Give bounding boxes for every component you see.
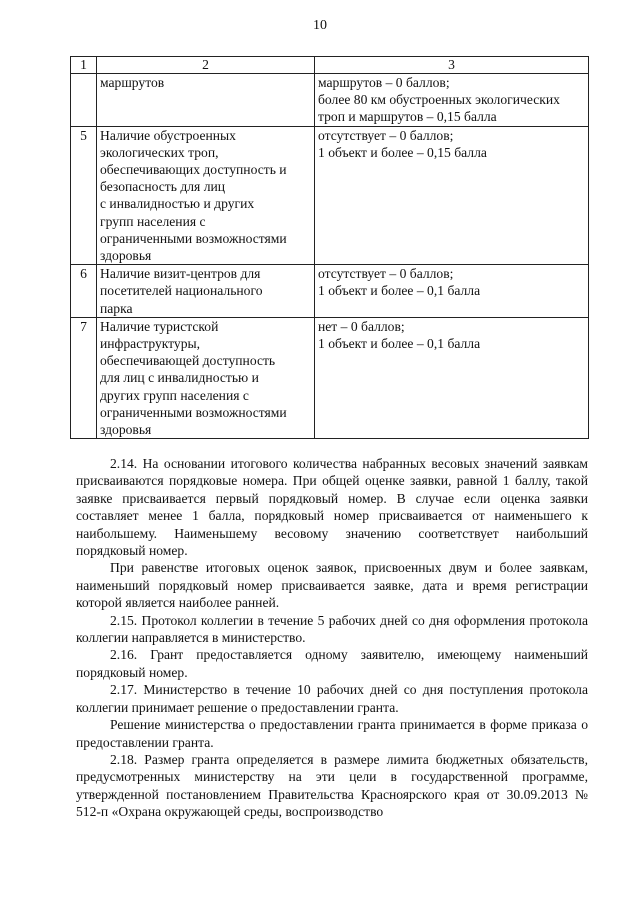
criterion-line: здоровья	[100, 248, 152, 264]
criterion-cell	[97, 317, 315, 438]
criterion-line: для лиц с инвалидностью и	[100, 370, 259, 386]
score-cell	[315, 265, 589, 318]
criterion-line: групп населения с	[100, 213, 206, 229]
score-cell	[315, 74, 589, 127]
table-row	[71, 317, 589, 438]
criterion-cell	[97, 126, 315, 265]
criterion-line: обеспечивающей доступность	[100, 353, 276, 369]
criteria-table	[70, 56, 589, 439]
criterion-line: Наличие визит-центров для	[100, 266, 261, 282]
table-row	[71, 74, 589, 127]
criterion-line: маршрутов	[100, 75, 165, 90]
score-line: 1 объект и более – 0,15 балла	[318, 144, 487, 160]
header-col-2: 2	[97, 57, 315, 74]
criterion-cell	[97, 265, 315, 318]
header-col-3: 3	[315, 57, 589, 74]
row-number: 6	[71, 265, 97, 318]
table-row	[71, 126, 589, 265]
criterion-line: безопасность для лиц	[100, 179, 226, 195]
criterion-line: инфраструктуры,	[100, 336, 201, 352]
score-line: отсутствует – 0 баллов;	[318, 266, 454, 282]
table-header-row	[71, 57, 589, 74]
document-body	[76, 455, 588, 821]
criterion-line: с инвалидностью и других	[100, 196, 255, 212]
score-cell	[315, 126, 589, 265]
paragraph-2-18: 2.18. Размер гранта определяется в размере лимита бюджетных обязательств, предусмотренных министерству на эти цели в государственной программе, утвержденной постановлением Правительства Красноярского края от 30.09.2013 № 512-п «Охрана окружающей среды, воспроизводство	[76, 751, 588, 820]
criterion-line: посетителей национального	[100, 283, 263, 299]
score-line: 1 объект и более – 0,1 балла	[318, 336, 481, 352]
score-line: маршрутов – 0 баллов;	[318, 75, 450, 90]
criterion-cell	[97, 74, 315, 127]
score-line: 1 объект и более – 0,1 балла	[318, 283, 481, 299]
row-number	[71, 74, 97, 127]
page-number: 10	[313, 18, 327, 33]
criterion-line: Наличие обустроенных	[100, 127, 236, 143]
criterion-line: ограниченными возможностями	[100, 230, 287, 246]
paragraph-decision-form: Решение министерства о предоставлении гранта принимается в форме приказа о предоставлении гранта.	[76, 717, 588, 750]
row-number: 5	[71, 126, 97, 265]
criterion-line: обеспечивающих доступность и	[100, 162, 287, 178]
paragraph-equal-scores: При равенстве итоговых оценок заявок, присвоенных двум и более заявкам, наименьший порядковый номер присваивается заявке, дата и время регистрации которой является наиболее ранней.	[76, 560, 588, 611]
score-line: более 80 км обустроенных экологических троп и маршрутов – 0,15 балла	[318, 92, 560, 125]
criterion-line: ограниченными возможностями	[100, 404, 287, 420]
header-col-1: 1	[71, 57, 97, 74]
criterion-line: Наличие туристской	[100, 318, 219, 334]
score-cell	[315, 317, 589, 438]
criterion-line: экологических троп,	[100, 144, 219, 160]
criterion-line: других групп населения с	[100, 387, 249, 403]
paragraph-2-15: 2.15. Протокол коллегии в течение 5 рабочих дней со дня оформления протокола коллегии направляется в министерство.	[76, 612, 588, 646]
paragraph-2-16: 2.16. Грант предоставляется одному заявителю, имеющему наименьший порядковый номер.	[76, 647, 588, 680]
table-row	[71, 265, 589, 318]
paragraph-2-17: 2.17. Министерство в течение 10 рабочих дней со дня поступления протокола коллегии принимает решение о предоставлении гранта.	[76, 682, 588, 715]
row-number: 7	[71, 317, 97, 438]
criterion-line: здоровья	[100, 422, 152, 438]
paragraph-2-14: 2.14. На основании итогового количества набранных весовых значений заявкам присваиваются порядковые номера. При общей оценке заявки, равной 1 баллу, такой заявке присваивается первый порядковый номер. В случае если оценка заявки составляет менее 1 балла, порядковый номер присваивается от наименьшего к наибольшему. Наименьшему весовому значению соответствует наибольший порядковый номер.	[76, 456, 588, 559]
score-line: отсутствует – 0 баллов;	[318, 127, 454, 143]
criterion-line: парка	[100, 300, 133, 316]
score-line: нет – 0 баллов;	[318, 318, 405, 334]
